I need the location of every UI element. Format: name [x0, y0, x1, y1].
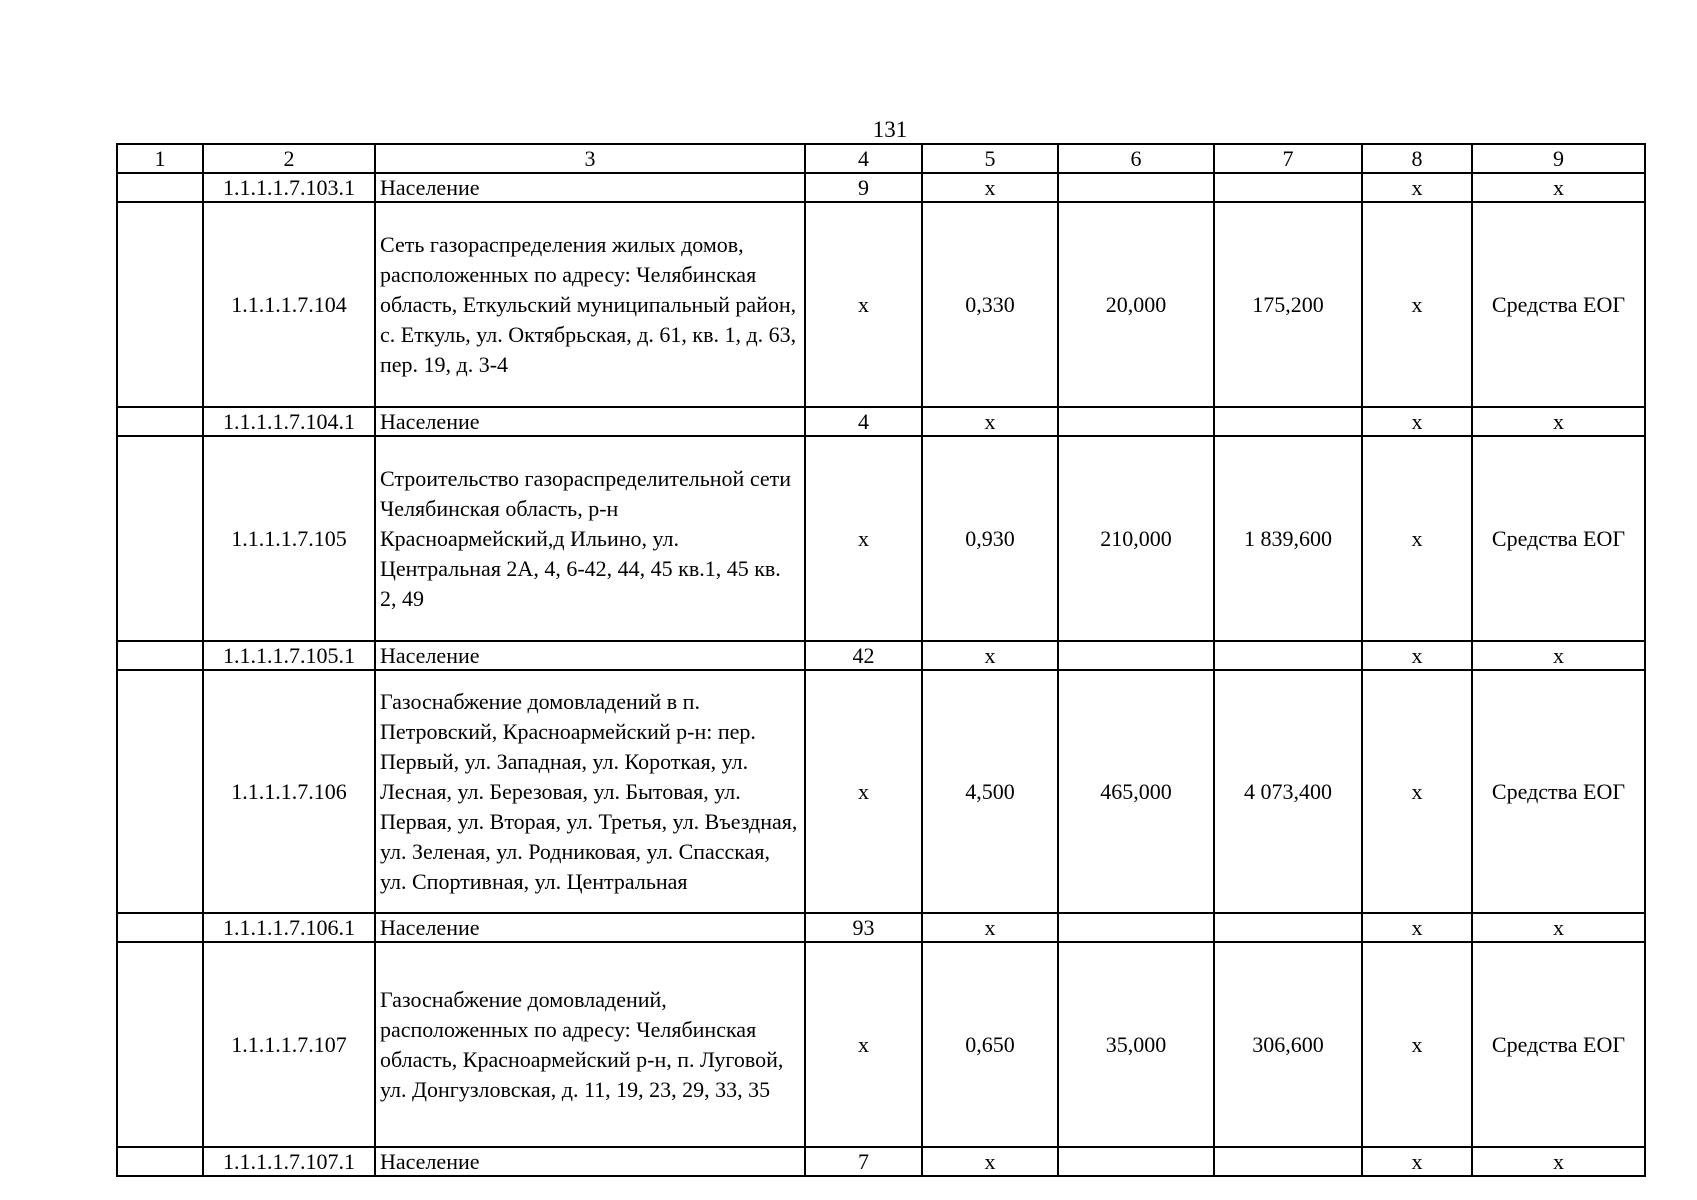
power-cell	[1058, 173, 1214, 202]
col8-cell: x	[1362, 173, 1472, 202]
col8-cell: x	[1362, 202, 1472, 407]
length-cell: x	[922, 407, 1058, 436]
col8-cell: x	[1362, 1147, 1472, 1176]
power-cell	[1058, 913, 1214, 942]
code-cell: 1.1.1.1.7.104	[203, 202, 375, 407]
index-cell	[117, 670, 203, 913]
quantity-cell: 42	[805, 641, 922, 670]
description-cell: Строительство газораспределительной сети Челябинская область, р-н Красноармейский,д Ильино, ул. Центральная 2А, 4, 6-42, 44, 45 кв.1, 45 кв. 2, 49	[375, 436, 805, 641]
table-row	[117, 173, 1645, 202]
header-cell: 4	[805, 144, 922, 173]
length-cell: x	[922, 641, 1058, 670]
table-row	[117, 436, 1645, 641]
cost-cell	[1214, 407, 1362, 436]
funding-cell: x	[1472, 407, 1645, 436]
index-cell	[117, 942, 203, 1147]
col8-cell: x	[1362, 436, 1472, 641]
quantity-cell: 4	[805, 407, 922, 436]
header-cell: 6	[1058, 144, 1214, 173]
power-cell	[1058, 407, 1214, 436]
code-cell: 1.1.1.1.7.107	[203, 942, 375, 1147]
power-cell	[1058, 641, 1214, 670]
index-cell	[117, 407, 203, 436]
funding-cell: x	[1472, 173, 1645, 202]
description-cell: Население	[375, 913, 805, 942]
cost-cell: 306,600	[1214, 942, 1362, 1147]
quantity-cell: x	[805, 202, 922, 407]
header-cell: 1	[117, 144, 203, 173]
quantity-cell: x	[805, 942, 922, 1147]
length-cell: 0,330	[922, 202, 1058, 407]
cost-cell	[1214, 913, 1362, 942]
header-cell: 2	[203, 144, 375, 173]
data-table	[116, 143, 1646, 1177]
funding-cell: Средства ЕОГ	[1472, 670, 1645, 913]
length-cell: 0,650	[922, 942, 1058, 1147]
funding-cell: x	[1472, 1147, 1645, 1176]
index-cell	[117, 202, 203, 407]
cost-cell: 4 073,400	[1214, 670, 1362, 913]
index-cell	[117, 913, 203, 942]
col8-cell: x	[1362, 670, 1472, 913]
funding-cell: Средства ЕОГ	[1472, 436, 1645, 641]
table-row	[117, 1147, 1645, 1176]
index-cell	[117, 1147, 203, 1176]
description-cell: Население	[375, 173, 805, 202]
col8-cell: x	[1362, 407, 1472, 436]
table-row	[117, 670, 1645, 913]
power-cell: 465,000	[1058, 670, 1214, 913]
header-cell: 7	[1214, 144, 1362, 173]
index-cell	[117, 173, 203, 202]
length-cell: 0,930	[922, 436, 1058, 641]
power-cell: 210,000	[1058, 436, 1214, 641]
table-row	[117, 641, 1645, 670]
code-cell: 1.1.1.1.7.105	[203, 436, 375, 641]
code-cell: 1.1.1.1.7.104.1	[203, 407, 375, 436]
quantity-cell: 93	[805, 913, 922, 942]
header-row	[117, 144, 1645, 173]
description-cell: Население	[375, 407, 805, 436]
description-cell: Газоснабжение домовладений в п. Петровский, Красноармейский р-н: пер. Первый, ул. Западная, ул. Короткая, ул. Лесная, ул. Березовая, ул. Бытовая, ул. Первая, ул. Вторая, ул. Третья, ул. Въездная, ул. Зеленая, ул. Родниковая, ул. Спасская, ул. Спортивная, ул. Центральная	[375, 670, 805, 913]
page-number: 131	[872, 117, 908, 142]
header-cell: 3	[375, 144, 805, 173]
quantity-cell: 7	[805, 1147, 922, 1176]
power-cell: 20,000	[1058, 202, 1214, 407]
funding-cell: x	[1472, 641, 1645, 670]
quantity-cell: x	[805, 670, 922, 913]
description-cell: Газоснабжение домовладений, расположенных по адресу: Челябинская область, Красноармейский р-н, п. Луговой, ул. Донгузловская, д. 11, 19, 23, 29, 33, 35	[375, 942, 805, 1147]
code-cell: 1.1.1.1.7.103.1	[203, 173, 375, 202]
description-cell: Сеть газораспределения жилых домов, расположенных по адресу: Челябинская область, Еткульский муниципальный район, с. Еткуль, ул. Октябрьская, д. 61, кв. 1, д. 63, пер. 19, д. 3-4	[375, 202, 805, 407]
col8-cell: x	[1362, 913, 1472, 942]
code-cell: 1.1.1.1.7.106.1	[203, 913, 375, 942]
quantity-cell: 9	[805, 173, 922, 202]
code-cell: 1.1.1.1.7.106	[203, 670, 375, 913]
table-row	[117, 913, 1645, 942]
code-cell: 1.1.1.1.7.107.1	[203, 1147, 375, 1176]
funding-cell: x	[1472, 913, 1645, 942]
table-row	[117, 407, 1645, 436]
header-cell: 8	[1362, 144, 1472, 173]
length-cell: x	[922, 173, 1058, 202]
description-cell: Население	[375, 641, 805, 670]
col8-cell: x	[1362, 942, 1472, 1147]
length-cell: x	[922, 913, 1058, 942]
power-cell: 35,000	[1058, 942, 1214, 1147]
quantity-cell: x	[805, 436, 922, 641]
table-row	[117, 942, 1645, 1147]
cost-cell	[1214, 173, 1362, 202]
header-cell: 5	[922, 144, 1058, 173]
index-cell	[117, 436, 203, 641]
length-cell: 4,500	[922, 670, 1058, 913]
cost-cell	[1214, 1147, 1362, 1176]
description-cell: Население	[375, 1147, 805, 1176]
col8-cell: x	[1362, 641, 1472, 670]
cost-cell: 175,200	[1214, 202, 1362, 407]
funding-cell: Средства ЕОГ	[1472, 202, 1645, 407]
power-cell	[1058, 1147, 1214, 1176]
cost-cell: 1 839,600	[1214, 436, 1362, 641]
funding-cell: Средства ЕОГ	[1472, 942, 1645, 1147]
cost-cell	[1214, 641, 1362, 670]
code-cell: 1.1.1.1.7.105.1	[203, 641, 375, 670]
header-cell: 9	[1472, 144, 1645, 173]
length-cell: x	[922, 1147, 1058, 1176]
table-row	[117, 202, 1645, 407]
index-cell	[117, 641, 203, 670]
